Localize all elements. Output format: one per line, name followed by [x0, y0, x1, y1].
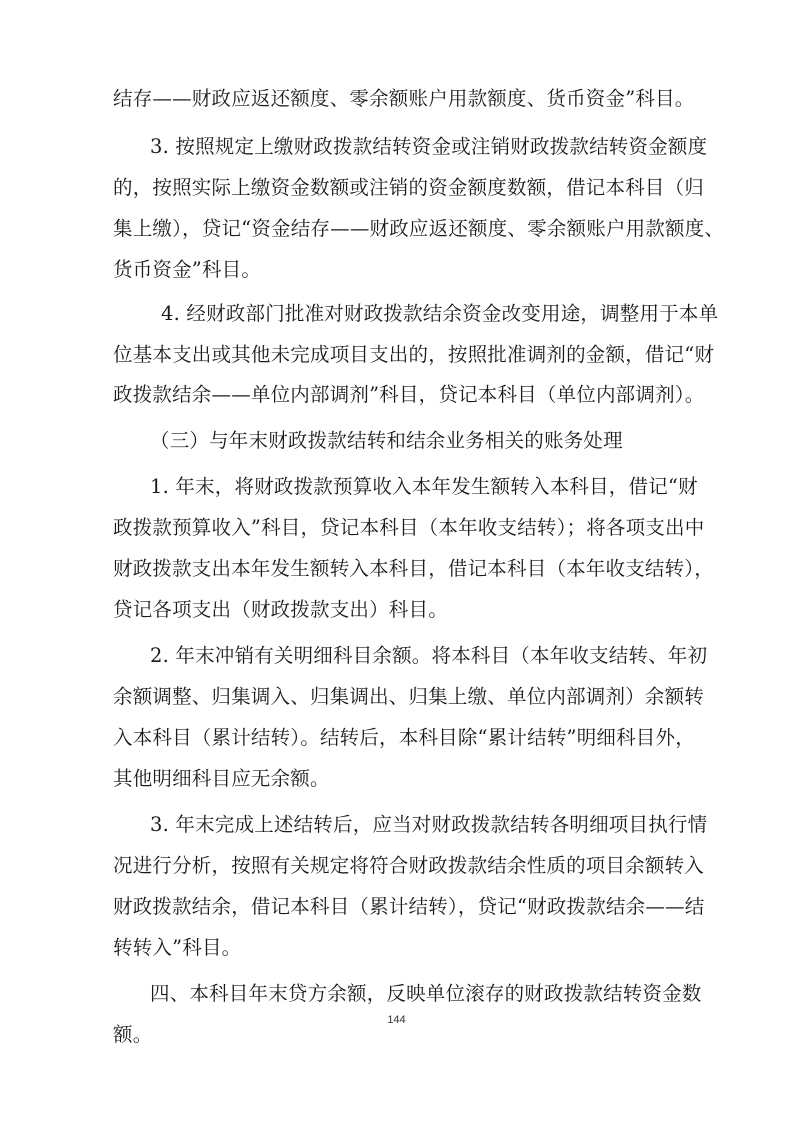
text-line: 财政拨款支出本年发生额转入本科目，借记本科目（本年收支结转），	[113, 557, 714, 580]
text-line: 结存——财政应返还额度、零余额账户用款额度、货币资金”科目。	[113, 87, 695, 110]
text-line: 贷记各项支出（财政拨款支出）科目。	[113, 598, 448, 621]
text-line: 政拨款结余——单位内部调剂”科目，贷记本科目（单位内部调剂）。	[113, 383, 705, 406]
text-line: 余额调整、归集调入、归集调出、归集上缴、单位内部调剂）余额转	[113, 685, 705, 708]
text-line: 政拨款预算收入”科目，贷记本科目（本年收支结转）；将各项支出中	[113, 516, 705, 539]
text-line: 额。	[113, 1023, 153, 1046]
text-line: 4. 经财政部门批准对财政拨款结余资金改变用途，调整用于本单	[161, 302, 719, 325]
text-line: 况进行分析，按照有关规定将符合财政拨款结余性质的项目余额转入	[113, 854, 705, 877]
text-line: 其他明细科目应无余额。	[113, 767, 330, 790]
page-number: 144	[387, 1014, 406, 1026]
section-heading: （三）与年末财政拨款结转和结余业务相关的账务处理	[150, 429, 623, 452]
text-line: 财政拨款结余，借记本科目（累计结转），贷记“财政拨款结余——结	[113, 895, 705, 918]
text-line: 3. 按照规定上缴财政拨款结转资金或注销财政拨款结转资金额度	[150, 135, 708, 158]
text-line: 2. 年末冲销有关明细科目余额。将本科目（本年收支结转、年初	[150, 644, 708, 667]
text-line: 3. 年末完成上述结转后，应当对财政拨款结转各明细项目执行情	[150, 813, 708, 836]
text-line: 的，按照实际上缴资金数额或注销的资金额度数额，借记本科目（归	[113, 176, 705, 199]
text-line: 入本科目（累计结转）。结转后，本科目除“累计结转”明细科目外，	[113, 726, 695, 749]
text-line: 转转入”科目。	[113, 936, 242, 959]
text-line: 位基本支出或其他未完成项目支出的，按照批准调剂的金额，借记“财	[113, 343, 715, 366]
text-line: 货币资金”科目。	[113, 258, 262, 281]
text-line: 四、本科目年末贷方余额，反映单位滚存的财政拨款结转资金数	[150, 982, 702, 1005]
text-line: 1. 年末，将财政拨款预算收入本年发生额转入本科目，借记“财	[150, 475, 698, 498]
text-line: 集上缴），贷记“资金结存——财政应返还额度、零余额账户用款额度、	[113, 217, 725, 240]
